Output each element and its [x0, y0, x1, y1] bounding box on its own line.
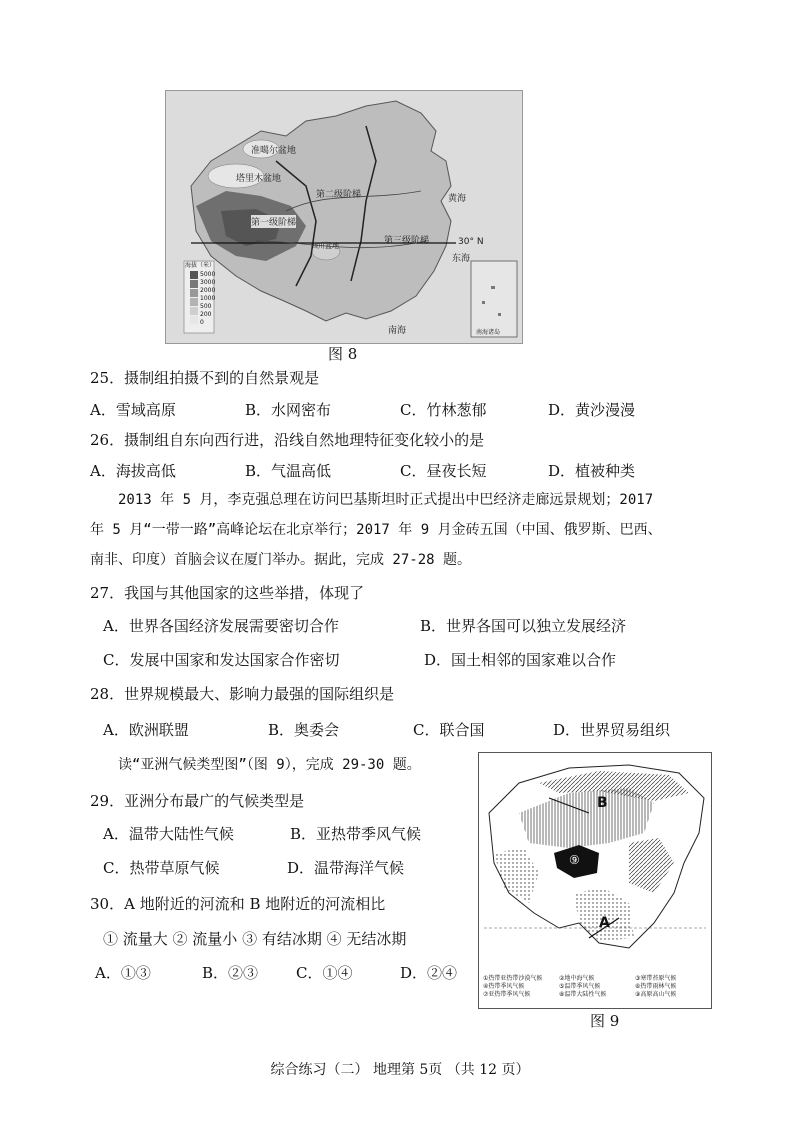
- q27-stem: 27．我国与其他国家的这些举措，体现了: [90, 584, 365, 602]
- third-step-label: 第三级阶梯: [384, 236, 430, 246]
- figure8-map: [165, 90, 523, 344]
- q30-option-c[interactable]: C．①④: [296, 964, 353, 982]
- legend-value: 3000: [200, 279, 216, 286]
- q27-option-a[interactable]: A．世界各国经济发展需要密切合作: [103, 617, 339, 635]
- legend-item: ①热带亚热带沙漠气候: [483, 975, 543, 982]
- south-sea-label: 南海: [388, 326, 407, 336]
- q26-option-a[interactable]: A．海拔高低: [90, 462, 176, 480]
- passage-line-2: 年 5 月“一带一路”高峰论坛在北京举行；2017 年 9 月金砖五国（中国、俄罗斯、巴西、: [90, 522, 662, 538]
- q28-option-c[interactable]: C．联合国: [413, 721, 485, 739]
- figure9-caption: 图 9: [590, 1012, 620, 1030]
- sichuan-basin-label: 四川盆地: [311, 242, 339, 250]
- passage-line-3: 南非、印度）首脑会议在厦门举办。据此，完成 27-28 题。: [90, 552, 471, 568]
- q29-option-d[interactable]: D．温带海洋气候: [287, 859, 405, 877]
- figure9-legend: [483, 975, 709, 999]
- q26-option-d[interactable]: D．植被种类: [548, 462, 636, 480]
- q26-option-b[interactable]: B．气温高低: [245, 462, 332, 480]
- page-footer: 综合练习（二） 地理第 5页 （共 12 页）: [270, 1062, 530, 1078]
- yellow-sea-label: 黄海: [448, 194, 467, 204]
- legend-item: ⑧温带大陆性气候: [559, 991, 607, 998]
- q29-stem: 29．亚洲分布最广的气候类型是: [90, 792, 305, 810]
- q25-option-b[interactable]: B．水网密布: [245, 401, 332, 419]
- first-step-label: 第一级阶梯: [251, 215, 296, 228]
- q30-option-b[interactable]: B．②③: [202, 964, 259, 982]
- china-terrain-map-graphic: [166, 91, 522, 343]
- legend-value: 0: [200, 319, 204, 326]
- legend-item: ⑤温带季风气候: [559, 983, 601, 990]
- marker-9: ⑨: [569, 853, 580, 867]
- q28-stem: 28．世界规模最大、影响力最强的国际组织是: [90, 685, 395, 703]
- figure8-caption: 图 8: [328, 345, 358, 363]
- q29-option-a[interactable]: A．温带大陆性气候: [103, 825, 234, 843]
- legend-item: ③寒带苔原气候: [635, 975, 677, 982]
- junggar-basin-label: 准噶尔盆地: [251, 146, 297, 156]
- q30-option-d[interactable]: D．②④: [400, 964, 458, 982]
- legend-value: 5000: [200, 271, 216, 278]
- lat-30n-label: 30° N: [458, 237, 484, 247]
- q26-option-c[interactable]: C．昼夜长短: [400, 462, 487, 480]
- tarim-basin-label: 塔里木盆地: [236, 174, 282, 184]
- legend-item: ⑦亚热带季风气候: [483, 991, 531, 998]
- second-step-label: 第二级阶梯: [316, 190, 362, 200]
- q29-option-c[interactable]: C．热带草原气候: [103, 859, 220, 877]
- q28-option-a[interactable]: A．欧洲联盟: [103, 721, 189, 739]
- legend-item: ④热带季风气候: [483, 983, 525, 990]
- q25-option-d[interactable]: D．黄沙漫漫: [548, 401, 636, 419]
- elevation-legend-values: [200, 271, 215, 327]
- q30-option-a[interactable]: A．①③: [95, 964, 151, 982]
- legend-value: 200: [200, 311, 212, 318]
- passage-line-1: 2013 年 5 月，李克强总理在访问巴基斯坦时正式提出中巴经济走廊远景规划；2017: [118, 492, 654, 508]
- legend-value: 500: [200, 303, 212, 310]
- legend-item: ②地中海气候: [559, 975, 595, 982]
- q27-option-d[interactable]: D．国土相邻的国家难以合作: [424, 651, 617, 669]
- marker-b: B: [597, 795, 608, 811]
- q27-option-b[interactable]: B．世界各国可以独立发展经济: [420, 617, 627, 635]
- legend-item: ⑥热带雨林气候: [635, 983, 677, 990]
- q28-option-d[interactable]: D．世界贸易组织: [553, 721, 671, 739]
- intro-29-30: 读“亚洲气候类型图”（图 9），完成 29-30 题。: [118, 757, 421, 773]
- legend-title: 海拔（米）: [185, 262, 216, 269]
- legend-value: 2000: [200, 287, 216, 294]
- asia-climate-map-graphic: [479, 753, 711, 973]
- south-sea-islands-label: 南海诸岛: [476, 329, 501, 336]
- q30-statements: ① 流量大 ② 流量小 ③ 有结冰期 ④ 无结冰期: [103, 930, 407, 948]
- east-sea-label: 东海: [452, 254, 471, 264]
- q27-option-c[interactable]: C．发展中国家和发达国家合作密切: [103, 651, 340, 669]
- q25-option-a[interactable]: A．雪域高原: [90, 401, 176, 419]
- q29-option-b[interactable]: B．亚热带季风气候: [290, 825, 422, 843]
- legend-value: 1000: [200, 295, 216, 302]
- legend-item: ⑨高原高山气候: [635, 991, 677, 998]
- marker-a: A: [599, 915, 610, 931]
- q26-stem: 26．摄制组自东向西行进，沿线自然地理特征变化较小的是: [90, 431, 485, 449]
- q30-stem: 30．A 地附近的河流和 B 地附近的河流相比: [90, 895, 386, 913]
- q25-option-c[interactable]: C．竹林葱郁: [400, 401, 487, 419]
- figure9-map: [478, 752, 712, 1009]
- q28-option-b[interactable]: B．奥委会: [268, 721, 340, 739]
- q25-stem: 25．摄制组拍摄不到的自然景观是: [90, 369, 320, 387]
